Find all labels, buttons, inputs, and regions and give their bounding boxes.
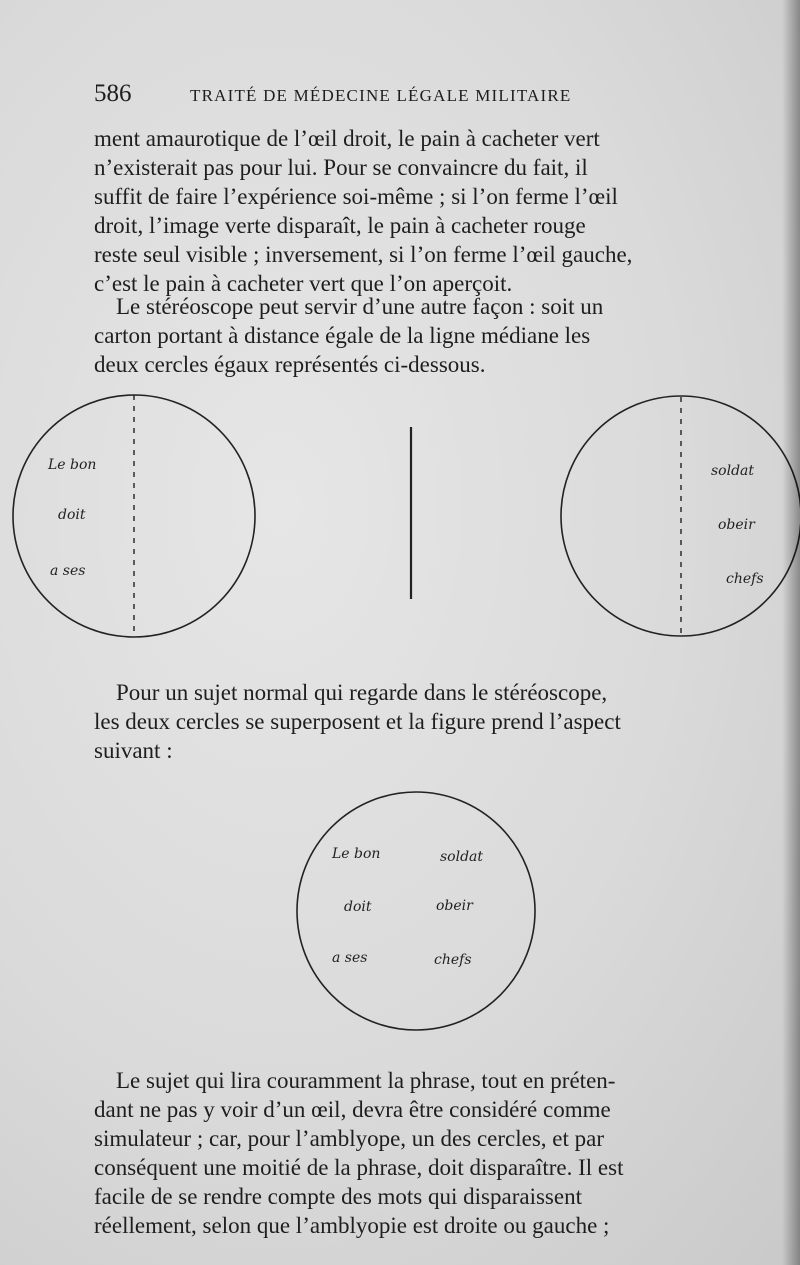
text-line: droit, l’image verte disparaît, le pain à cacheter rouge (94, 213, 586, 238)
paragraph-1 (94, 124, 734, 298)
right-circle-word: obeir (718, 517, 755, 533)
text-line: carton portant à distance égale de la ligne médiane les (94, 323, 591, 348)
merged-circle (297, 792, 535, 1030)
text-line: réellement, selon que l’amblyopie est droite ou gauche ; (94, 1213, 610, 1238)
right-circle-word: soldat (711, 463, 755, 479)
merged-word-left: Le bon (332, 846, 381, 862)
paragraph-2 (94, 292, 734, 379)
left-circle-word: Le bon (48, 457, 97, 473)
text-line: simulateur ; car, pour l’amblyope, un des cercles, et par (94, 1126, 604, 1151)
text-line: Le stéréoscope peut servir d’une autre façon : soit un (116, 294, 604, 319)
text-line: c’est le pain à cacheter vert que l’on aperçoit. (94, 271, 513, 296)
text-line: suivant : (94, 738, 173, 763)
merged-word-right: soldat (440, 849, 484, 865)
running-title: TRAITÉ DE MÉDECINE LÉGALE MILITAIRE (190, 86, 572, 105)
right-circle (561, 396, 800, 637)
paragraph-3 (94, 678, 734, 765)
running-header (94, 80, 654, 116)
left-circle (13, 395, 255, 637)
text-line: facile de se rendre compte des mots qui disparaissent (94, 1184, 582, 1209)
superposed-circle-figure (288, 786, 548, 1046)
stereoscope-two-circles-figure (0, 385, 800, 685)
text-line: Pour un sujet normal qui regarde dans le stéréoscope, (116, 680, 608, 705)
page-edge-shadow (782, 0, 800, 1265)
right-circle-word: chefs (726, 571, 764, 587)
text-line: deux cercles égaux représentés ci-dessous. (94, 352, 486, 377)
text-line: ment amaurotique de l’œil droit, le pain à cacheter vert (94, 126, 600, 151)
merged-word-left: a ses (332, 950, 368, 966)
paragraph-4 (94, 1066, 734, 1240)
left-circle-word: a ses (50, 563, 86, 579)
merged-word-right: chefs (434, 952, 472, 968)
page-number: 586 (94, 80, 132, 107)
merged-word-left: doit (344, 899, 372, 915)
text-line: dant ne pas y voir d’un œil, devra être considéré comme (94, 1097, 611, 1122)
text-line: conséquent une moitié de la phrase, doit disparaître. Il est (94, 1155, 624, 1180)
merged-word-right: obeir (436, 898, 473, 914)
text-line: Le sujet qui lira couramment la phrase, tout en préten- (116, 1068, 616, 1093)
text-line: les deux cercles se superposent et la figure prend l’aspect (94, 709, 621, 734)
left-circle-word: doit (58, 507, 86, 523)
text-line: n’existerait pas pour lui. Pour se convaincre du fait, il (94, 155, 588, 180)
text-line: reste seul visible ; inversement, si l’on ferme l’œil gauche, (94, 242, 633, 267)
text-line: suffit de faire l’expérience soi-même ; si l’on ferme l’œil (94, 184, 618, 209)
